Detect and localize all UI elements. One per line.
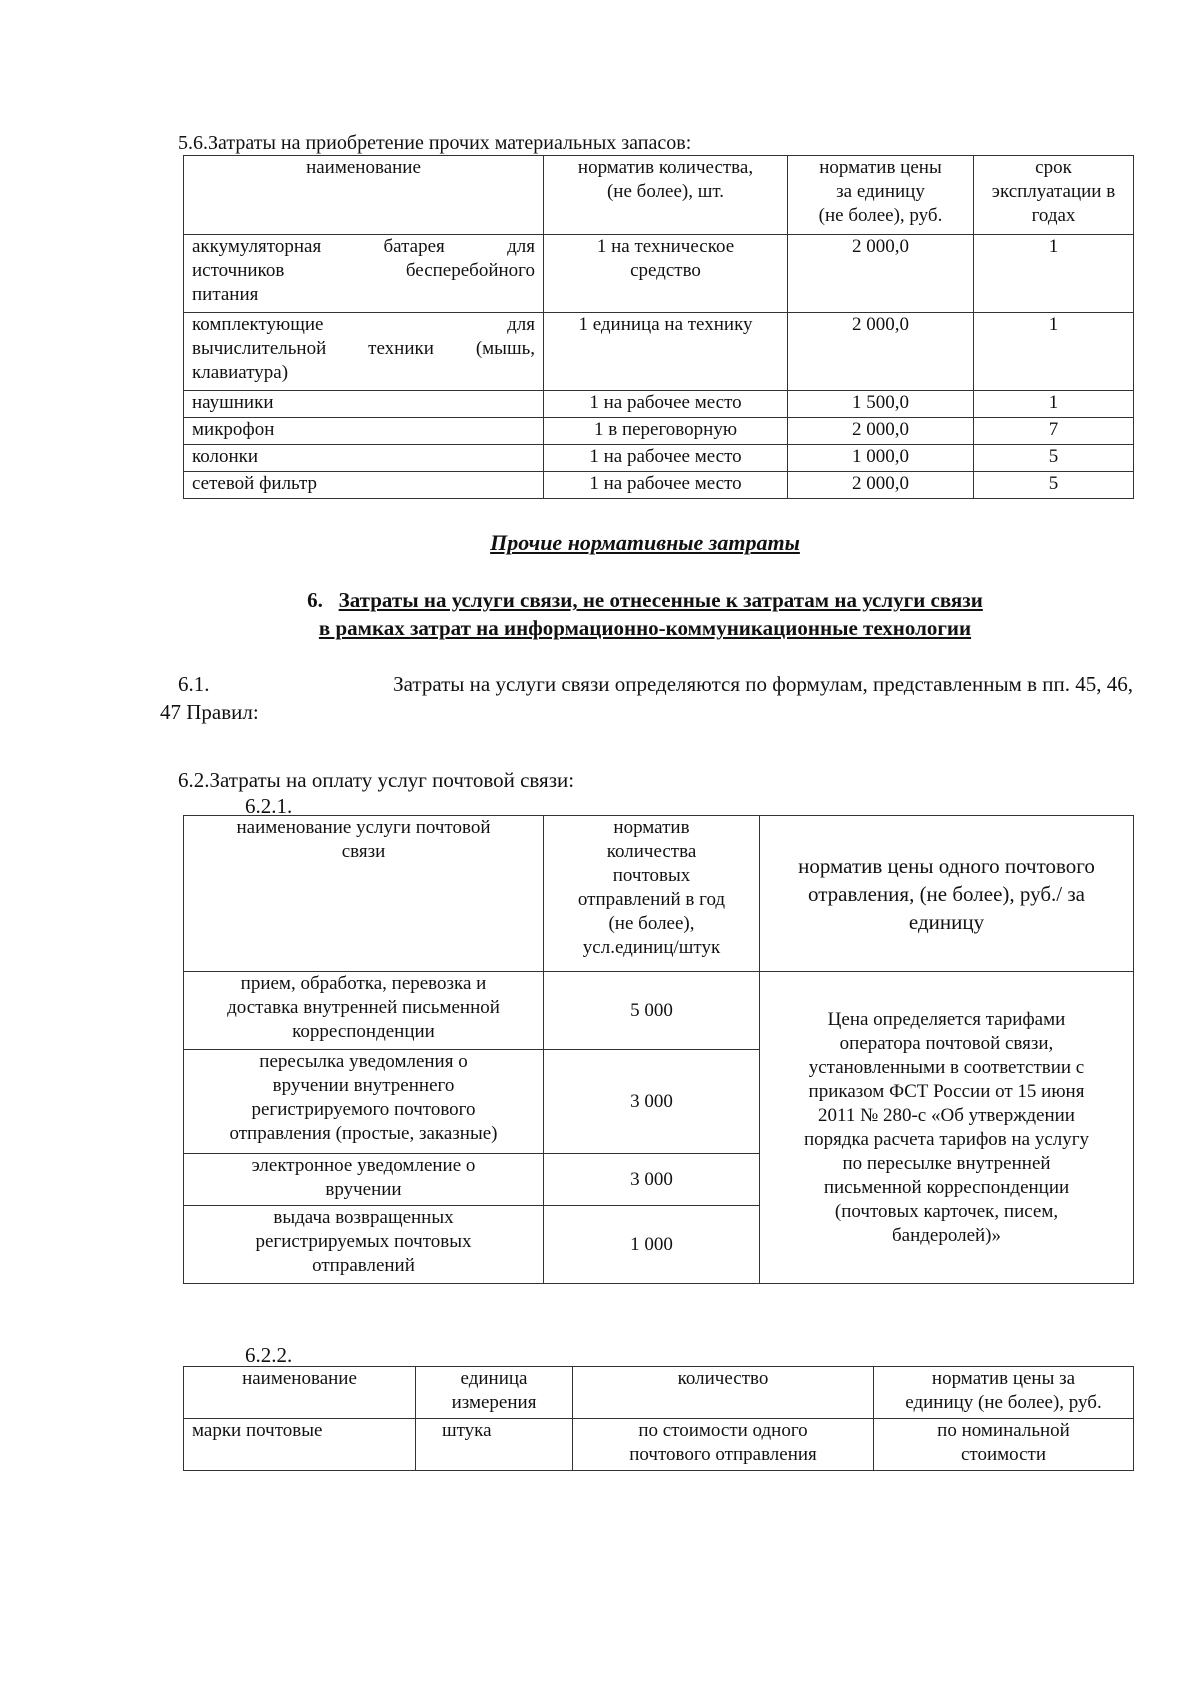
cell-qty: 1 на техническое средство: [544, 235, 788, 313]
table-header-row: [184, 816, 1134, 972]
cell-term: 5: [974, 445, 1134, 472]
cell-qty: 1 в переговорную: [544, 418, 788, 445]
header-term: срок эксплуатации в годах: [974, 156, 1134, 235]
header-price: норматив цены одного почтового отравления, (не более), руб./ за единицу: [760, 816, 1134, 972]
cell-name: марки почтовые: [184, 1419, 416, 1471]
cell-service-name: прием, обработка, перевозка и доставка внутренней письменной корреспонденции: [184, 972, 544, 1050]
table-row: [184, 972, 1134, 1050]
table-header-row: [184, 1367, 1134, 1419]
cell-term: 1: [974, 235, 1134, 313]
cell-term: 7: [974, 418, 1134, 445]
cell-name: наушники: [184, 391, 544, 418]
other-costs-title: Прочие нормативные затраты: [490, 530, 800, 555]
header-qty: количество: [573, 1367, 874, 1419]
cell-qty: 5 000: [544, 972, 760, 1050]
cell-qty: 3 000: [544, 1154, 760, 1206]
cell-price: по номинальной стоимости: [874, 1419, 1134, 1471]
header-name: наименование: [184, 1367, 416, 1419]
cell-price: 2 000,0: [788, 472, 974, 499]
cell-qty: по стоимости одного почтового отправления: [573, 1419, 874, 1471]
cell-name: микрофон: [184, 418, 544, 445]
cell-price: 1 000,0: [788, 445, 974, 472]
cell-unit: штука: [416, 1419, 573, 1471]
cell-name: колонки: [184, 445, 544, 472]
cell-price-note: Цена определяется тарифами оператора почтовой связи, установленными в соответствии с приказом ФСТ России от 15 июня 2011 № 280-с «Об утверждении порядка расчета тарифов на услугу по пересылке внутренней письменной корреспонденции (почтовых карточек, писем, бандеролей)»: [760, 972, 1134, 1284]
cell-term: 1: [974, 313, 1134, 391]
paragraph-6-2: 6.2.Затраты на оплату услуг почтовой связи:: [178, 768, 575, 792]
header-price: норматив цены за единицу (не более), руб.: [788, 156, 974, 235]
table-header-row: [184, 156, 1134, 235]
paragraph-6-1: [178, 670, 1133, 698]
cell-term: 1: [974, 391, 1134, 418]
cell-price: 2 000,0: [788, 235, 974, 313]
table-row: [184, 445, 1134, 472]
postage-stamps-table: [183, 1366, 1134, 1471]
cell-name: аккумуляторная батарея для источников бесперебойного питания: [184, 235, 544, 313]
table-row: [184, 391, 1134, 418]
section-5-6-heading: 5.6.Затраты на приобретение прочих материальных запасов:: [178, 132, 692, 154]
cell-name: сетевой фильтр: [184, 472, 544, 499]
cell-qty: 1 000: [544, 1206, 760, 1284]
cell-qty: 1 на рабочее место: [544, 472, 788, 499]
paragraph-6-2-2: 6.2.2.: [245, 1343, 293, 1367]
section-6-title-line2: в рамках затрат на информационно-коммуникационные технологии: [318, 616, 972, 640]
table-row: [184, 1419, 1134, 1471]
paragraph-6-1-line2: 47 Правил:: [160, 700, 259, 724]
section-6-heading: [0, 586, 1200, 642]
cell-term: 5: [974, 472, 1134, 499]
cell-service-name: электронное уведомление о вручении: [184, 1154, 544, 1206]
cell-service-name: пересылка уведомления о вручении внутреннего регистрируемого почтового отправления (простые, заказные): [184, 1050, 544, 1154]
table-row: [184, 313, 1134, 391]
cell-price: 1 500,0: [788, 391, 974, 418]
section-6-title-line1: Затраты на услуги связи, не отнесенные к затратам на услуги связи: [338, 588, 983, 612]
cell-qty: 3 000: [544, 1050, 760, 1154]
materials-table: [183, 155, 1134, 499]
cell-price: 2 000,0: [788, 418, 974, 445]
header-unit: единица измерения: [416, 1367, 573, 1419]
header-price: норматив цены за единицу (не более), руб.: [874, 1367, 1134, 1419]
header-name: наименование: [184, 156, 544, 235]
cell-qty: 1 на рабочее место: [544, 445, 788, 472]
paragraph-6-1-number: 6.1.: [178, 672, 210, 696]
paragraph-6-2-1: 6.2.1.: [245, 794, 293, 818]
cell-name: комплектующие для вычислительной техники (мышь, клавиатура): [184, 313, 544, 391]
header-service-name: наименование услуги почтовой связи: [184, 816, 544, 972]
table-row: [184, 418, 1134, 445]
cell-price: 2 000,0: [788, 313, 974, 391]
cell-qty: 1 на рабочее место: [544, 391, 788, 418]
section-6-number: 6.: [307, 588, 323, 612]
cell-service-name: выдача возвращенных регистрируемых почтовых отправлений: [184, 1206, 544, 1284]
paragraph-6-1-line1: Затраты на услуги связи определяются по формулам, представленным в пп. 45, 46,: [393, 672, 1133, 696]
table-row: [184, 235, 1134, 313]
postal-services-table: [183, 815, 1134, 1284]
table-row: [184, 472, 1134, 499]
header-qty: норматив количества, (не более), шт.: [544, 156, 788, 235]
header-qty: норматив количества почтовых отправлений в год (не более), усл.единиц/штук: [544, 816, 760, 972]
cell-qty: 1 единица на технику: [544, 313, 788, 391]
